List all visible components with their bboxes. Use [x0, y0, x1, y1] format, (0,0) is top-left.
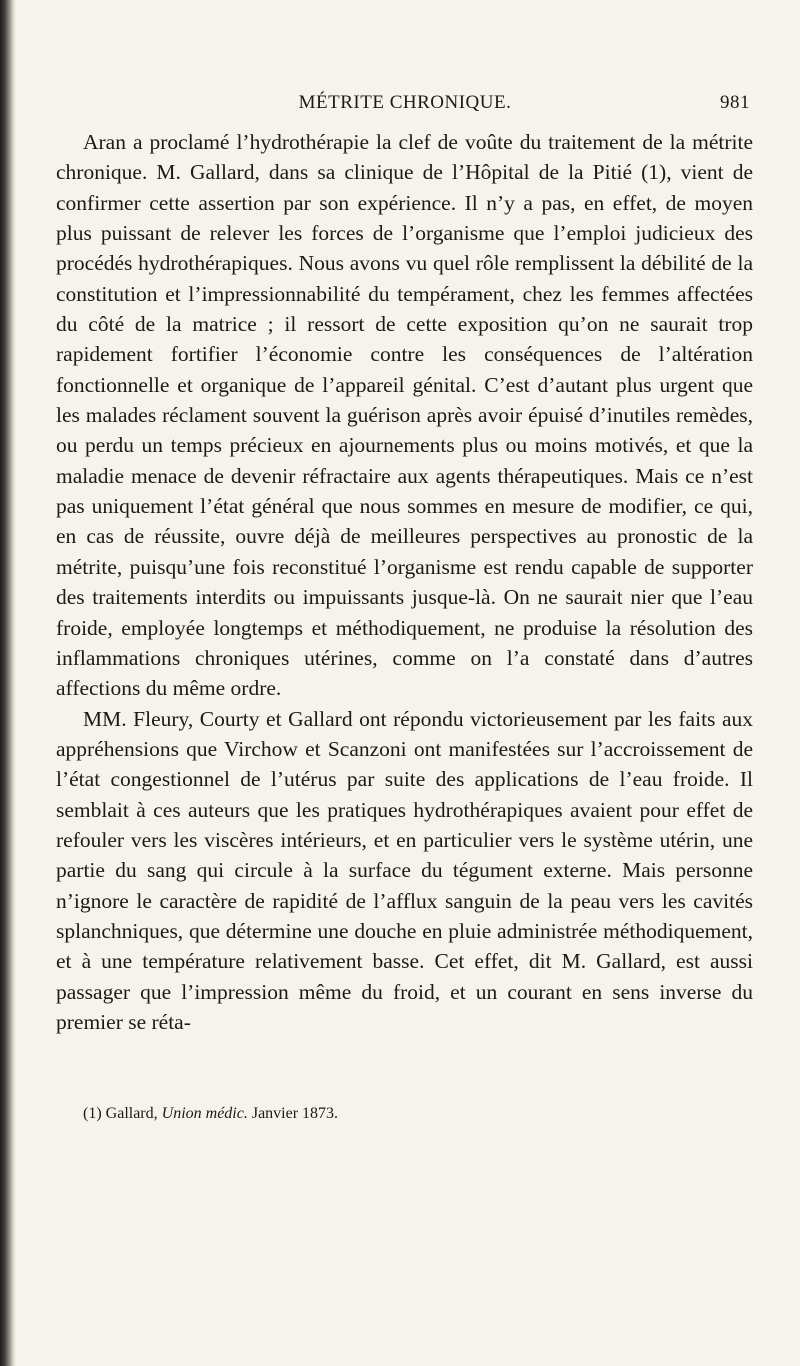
- page-number: 981: [720, 92, 750, 113]
- footnote-journal: Union médic.: [161, 1105, 248, 1122]
- running-head: [60, 92, 750, 118]
- footnote-date: Janvier 1873.: [247, 1105, 339, 1122]
- page-binding-edge: [0, 0, 16, 1366]
- footnote: [83, 1103, 743, 1125]
- body-text: [56, 127, 753, 1037]
- running-head-title: MÉTRITE CHRONIQUE.: [298, 92, 512, 113]
- footnote-reference: (1) Gallard,: [83, 1105, 162, 1122]
- paragraph-2: MM. Fleury, Courty et Gallard ont répondu victorieusement par les faits aux appréhensions que Virchow et Scanzoni ont manifestées sur l’accroissement de l’état congestionnel de l’utérus par suite des applications de l’eau froide. Il semblait à ces auteurs que les pratiques hydrothérapiques avaient pour effet de refouler vers les viscères intérieurs, et en particulier vers le système utérin, une partie du sang qui circule à la surface du tégument externe. Mais personne n’ignore le caractère de rapidité de l’afflux sanguin de la peau vers les cavités splanchniques, que détermine une douche en pluie administrée méthodiquement, et à une température relativement basse. Cet effet, dit M. Gallard, est aussi passager que l’impression même du froid, et un courant en sens inverse du premier se réta-: [56, 706, 753, 1034]
- paragraph-1: Aran a proclamé l’hydrothérapie la clef de voûte du traitement de la métrite chronique. M. Gallard, dans sa clinique de l’Hôpital de la Pitié (1), vient de confirmer cette assertion par son expérience. Il n’y a pas, en effet, de moyen plus puissant de relever les forces de l’organisme que l’emploi judicieux des procédés hydrothérapiques. Nous avons vu quel rôle remplissent la débilité de la constitution et l’impressionnabilité du tempérament, chez les femmes affectées du côté de la matrice ; il ressort de cette exposition qu’on ne saurait trop rapidement fortifier l’économie contre les conséquences de l’altération fonctionnelle et organique de l’appareil génital. C’est d’autant plus urgent que les malades réclament souvent la guérison après avoir épuisé d’inutiles remèdes, ou perdu un temps précieux en ajournements plus ou moins motivés, et que la maladie menace de devenir réfractaire aux agents thérapeutiques. Mais ce n’est pas uniquement l’état général que nous sommes en mesure de modifier, ce qui, en cas de réussite, ouvre déjà de meilleures perspectives au pronostic de la métrite, puisqu’une fois reconstitué l’organisme est rendu capable de supporter des traitements interdits ou impuissants jusque-là. On ne saurait nier que l’eau froide, employée longtemps et méthodiquement, ne produise la résolution des inflammations chroniques utérines, comme on l’a constaté dans d’autres affections du même ordre.: [56, 130, 753, 701]
